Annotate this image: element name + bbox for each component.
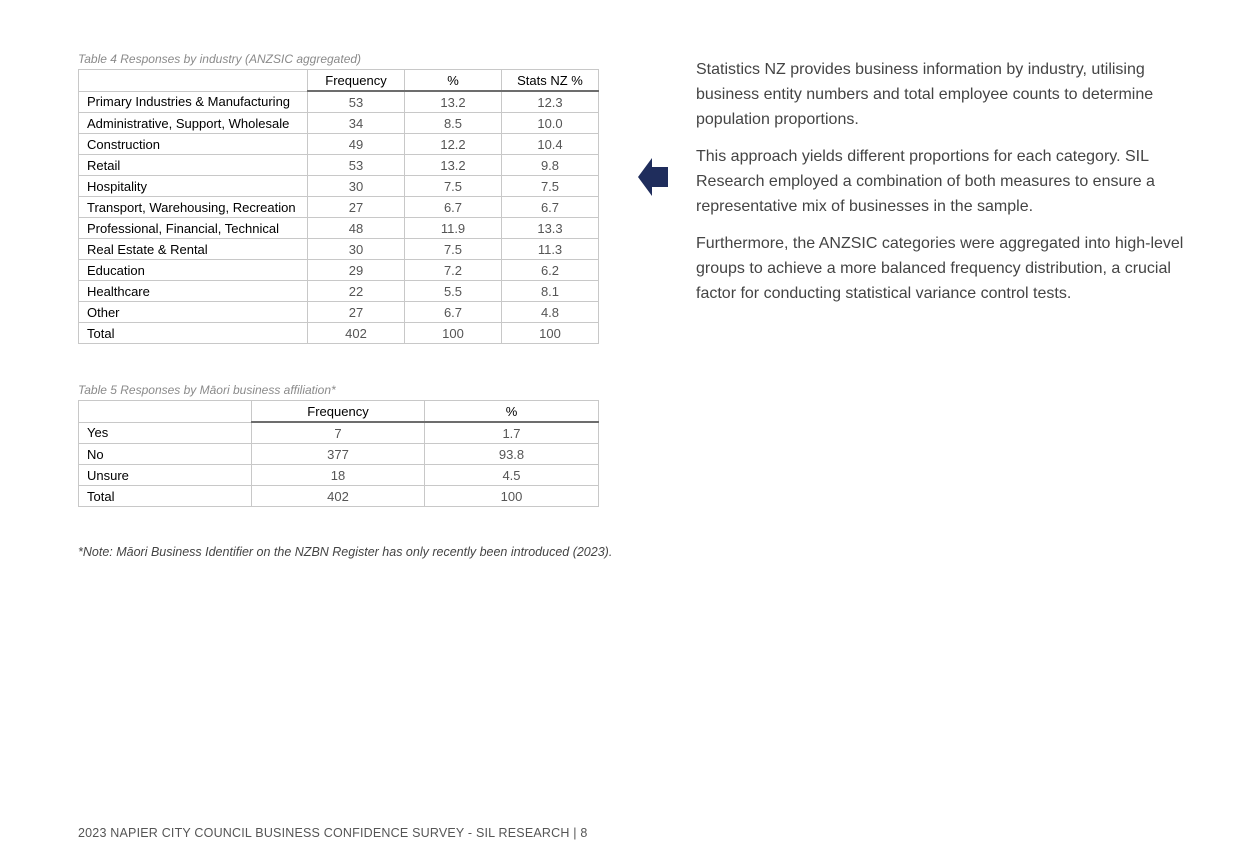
cell-value: 402: [308, 323, 405, 344]
cell-value: 53: [308, 155, 405, 176]
table-row: [79, 155, 599, 176]
cell-value: 4.5: [425, 465, 599, 486]
row-label: Hospitality: [79, 176, 308, 197]
cell-value: 6.7: [405, 197, 502, 218]
cell-value: 13.2: [405, 155, 502, 176]
table-row: [79, 113, 599, 134]
row-label: Real Estate & Rental: [79, 239, 308, 260]
row-label: Yes: [79, 422, 252, 444]
cell-value: 1.7: [425, 422, 599, 444]
row-label: Administrative, Support, Wholesale: [79, 113, 308, 134]
row-label: No: [79, 444, 252, 465]
table-row: [79, 486, 599, 507]
cell-value: 6.7: [405, 302, 502, 323]
maori-affiliation-table: [78, 400, 599, 507]
left-arrow-icon: [638, 158, 668, 196]
table-row: [79, 302, 599, 323]
cell-value: 13.2: [405, 91, 502, 113]
table-row: [79, 281, 599, 302]
table-header-row: [79, 401, 599, 423]
cell-value: 100: [502, 323, 599, 344]
cell-value: 6.2: [502, 260, 599, 281]
paragraph: This approach yields different proportions for each category. SIL Research employed a combination of both measures to ensure a representative mix of businesses in the sample.: [696, 148, 1155, 215]
table-row: [79, 197, 599, 218]
cell-value: 9.8: [502, 155, 599, 176]
row-label: Transport, Warehousing, Recreation: [79, 197, 308, 218]
row-label: Education: [79, 260, 308, 281]
cell-value: 10.4: [502, 134, 599, 155]
page-footer: 2023 NAPIER CITY COUNCIL BUSINESS CONFIDENCE SURVEY - SIL RESEARCH | 8: [78, 826, 588, 840]
table-row: [79, 176, 599, 197]
header-cell: %: [425, 401, 599, 423]
industry-table: [78, 69, 599, 344]
header-cell: [79, 70, 308, 92]
header-cell: [79, 401, 252, 423]
body-text: [696, 57, 1186, 318]
header-cell: %: [405, 70, 502, 92]
cell-value: 30: [308, 239, 405, 260]
cell-value: 7.5: [405, 176, 502, 197]
cell-value: 30: [308, 176, 405, 197]
row-label: Retail: [79, 155, 308, 176]
header-cell: Frequency: [252, 401, 425, 423]
cell-value: 5.5: [405, 281, 502, 302]
footnote: *Note: Māori Business Identifier on the NZBN Register has only recently been introduced (2023).: [78, 545, 613, 559]
table-header-row: [79, 70, 599, 92]
table-row: [79, 239, 599, 260]
table-row: [79, 444, 599, 465]
table-row: [79, 465, 599, 486]
cell-value: 10.0: [502, 113, 599, 134]
header-cell: Frequency: [308, 70, 405, 92]
cell-value: 13.3: [502, 218, 599, 239]
table-row: [79, 323, 599, 344]
row-label: Total: [79, 323, 308, 344]
cell-value: 7.5: [405, 239, 502, 260]
row-label: Other: [79, 302, 308, 323]
table-row: [79, 91, 599, 113]
row-label: Total: [79, 486, 252, 507]
cell-value: 22: [308, 281, 405, 302]
table-row: [79, 422, 599, 444]
cell-value: 7.2: [405, 260, 502, 281]
cell-value: 4.8: [502, 302, 599, 323]
cell-value: 8.5: [405, 113, 502, 134]
table-row: [79, 260, 599, 281]
cell-value: 53: [308, 91, 405, 113]
cell-value: 18: [252, 465, 425, 486]
row-label: Unsure: [79, 465, 252, 486]
cell-value: 7: [252, 422, 425, 444]
table5-caption: Table 5 Responses by Māori business affiliation*: [78, 383, 336, 397]
cell-value: 27: [308, 302, 405, 323]
cell-value: 12.2: [405, 134, 502, 155]
cell-value: 49: [308, 134, 405, 155]
cell-value: 377: [252, 444, 425, 465]
cell-value: 402: [252, 486, 425, 507]
cell-value: 6.7: [502, 197, 599, 218]
row-label: Healthcare: [79, 281, 308, 302]
row-label: Primary Industries & Manufacturing: [79, 91, 308, 113]
cell-value: 100: [405, 323, 502, 344]
header-cell: Stats NZ %: [502, 70, 599, 92]
cell-value: 8.1: [502, 281, 599, 302]
cell-value: 34: [308, 113, 405, 134]
cell-value: 11.3: [502, 239, 599, 260]
cell-value: 11.9: [405, 218, 502, 239]
row-label: Professional, Financial, Technical: [79, 218, 308, 239]
table-row: [79, 218, 599, 239]
table4-caption: Table 4 Responses by industry (ANZSIC aggregated): [78, 52, 362, 66]
cell-value: 12.3: [502, 91, 599, 113]
table-row: [79, 134, 599, 155]
cell-value: 48: [308, 218, 405, 239]
row-label: Construction: [79, 134, 308, 155]
cell-value: 29: [308, 260, 405, 281]
cell-value: 27: [308, 197, 405, 218]
paragraph: Statistics NZ provides business information by industry, utilising business entity numbers and total employee counts to determine population proportions.: [696, 61, 1154, 128]
cell-value: 93.8: [425, 444, 599, 465]
paragraph: Furthermore, the ANZSIC categories were aggregated into high-level groups to achieve a more balanced frequency distribution, a crucial factor for conducting statistical variance control tests.: [696, 235, 1184, 302]
cell-value: 100: [425, 486, 599, 507]
cell-value: 7.5: [502, 176, 599, 197]
